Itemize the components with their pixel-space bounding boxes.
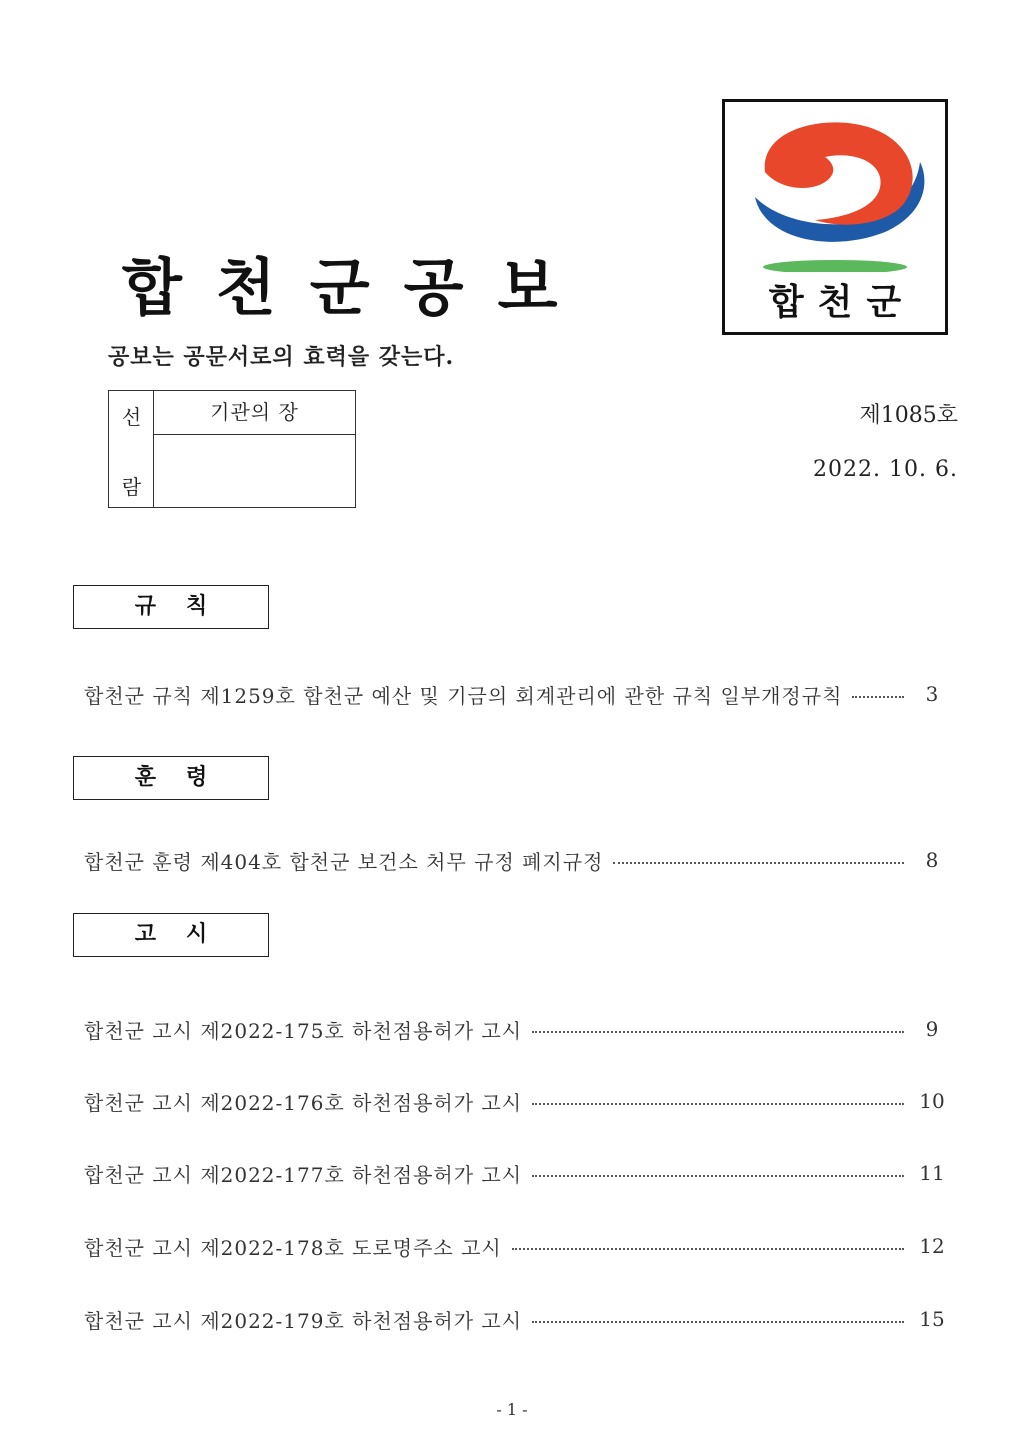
toc-entry-page: 8 — [925, 848, 939, 872]
toc-entry-page: 11 — [919, 1161, 945, 1185]
section-heading-directives: 훈령 — [73, 756, 269, 800]
logo-red-swoosh — [765, 122, 913, 224]
approval-label-top: 선 — [121, 405, 142, 429]
page-number: - 1 - — [496, 1400, 528, 1419]
toc-entry-title: 합천군 규칙 제1259호 합천군 예산 및 기금의 회계관리에 관한 규칙 일부개정규칙 — [84, 683, 843, 708]
toc-entry[interactable] — [84, 1304, 954, 1334]
toc-entry[interactable] — [84, 1086, 954, 1116]
toc-leader-dots — [613, 862, 904, 864]
toc-entry-page: 15 — [919, 1307, 945, 1331]
toc-leader-dots — [532, 1031, 904, 1033]
logo-emblem-icon — [725, 102, 945, 272]
toc-entry-title: 합천군 고시 제2022-177호 하천점용허가 고시 — [84, 1162, 523, 1187]
section-heading-rules: 규칙 — [73, 585, 269, 629]
toc-entry-page: 10 — [919, 1089, 945, 1113]
toc-entry[interactable] — [84, 679, 954, 709]
page-title: 합천군공보 — [122, 251, 592, 324]
toc-leader-dots — [512, 1248, 904, 1250]
hapcheon-logo — [722, 99, 948, 335]
toc-entry-title: 합천군 고시 제2022-175호 하천점용허가 고시 — [84, 1018, 523, 1043]
approval-box — [108, 390, 356, 508]
toc-leader-dots — [532, 1103, 904, 1105]
approval-label-bottom: 람 — [121, 475, 142, 499]
toc-entry-page: 12 — [919, 1234, 945, 1258]
toc-entry[interactable] — [84, 1231, 954, 1261]
toc-entry-title: 합천군 고시 제2022-179호 하천점용허가 고시 — [84, 1308, 523, 1333]
issue-date: 2022. 10. 6. — [813, 457, 958, 482]
toc-leader-dots — [532, 1321, 904, 1323]
logo-green-line — [763, 260, 907, 272]
toc-entry-title: 합천군 고시 제2022-178호 도로명주소 고시 — [84, 1235, 502, 1260]
issue-number: 제1085호 — [859, 403, 958, 428]
toc-entry-title: 합천군 고시 제2022-176호 하천점용허가 고시 — [84, 1090, 523, 1115]
page-subtitle: 공보는 공문서로의 효력을 갖는다. — [108, 344, 455, 370]
toc-entry-title: 합천군 훈령 제404호 합천군 보건소 처무 규정 폐지규정 — [84, 849, 604, 874]
toc-entry[interactable] — [84, 1158, 954, 1188]
toc-entry-page: 9 — [925, 1017, 939, 1041]
toc-leader-dots — [532, 1175, 904, 1177]
toc-entry-page: 3 — [925, 682, 939, 706]
approval-header: 기관의 장 — [154, 391, 355, 435]
toc-entry[interactable] — [84, 1014, 954, 1044]
toc-leader-dots — [852, 696, 904, 698]
logo-label: 합천군 — [768, 282, 916, 323]
toc-entry[interactable] — [84, 845, 954, 875]
section-heading-notices: 고시 — [73, 913, 269, 957]
